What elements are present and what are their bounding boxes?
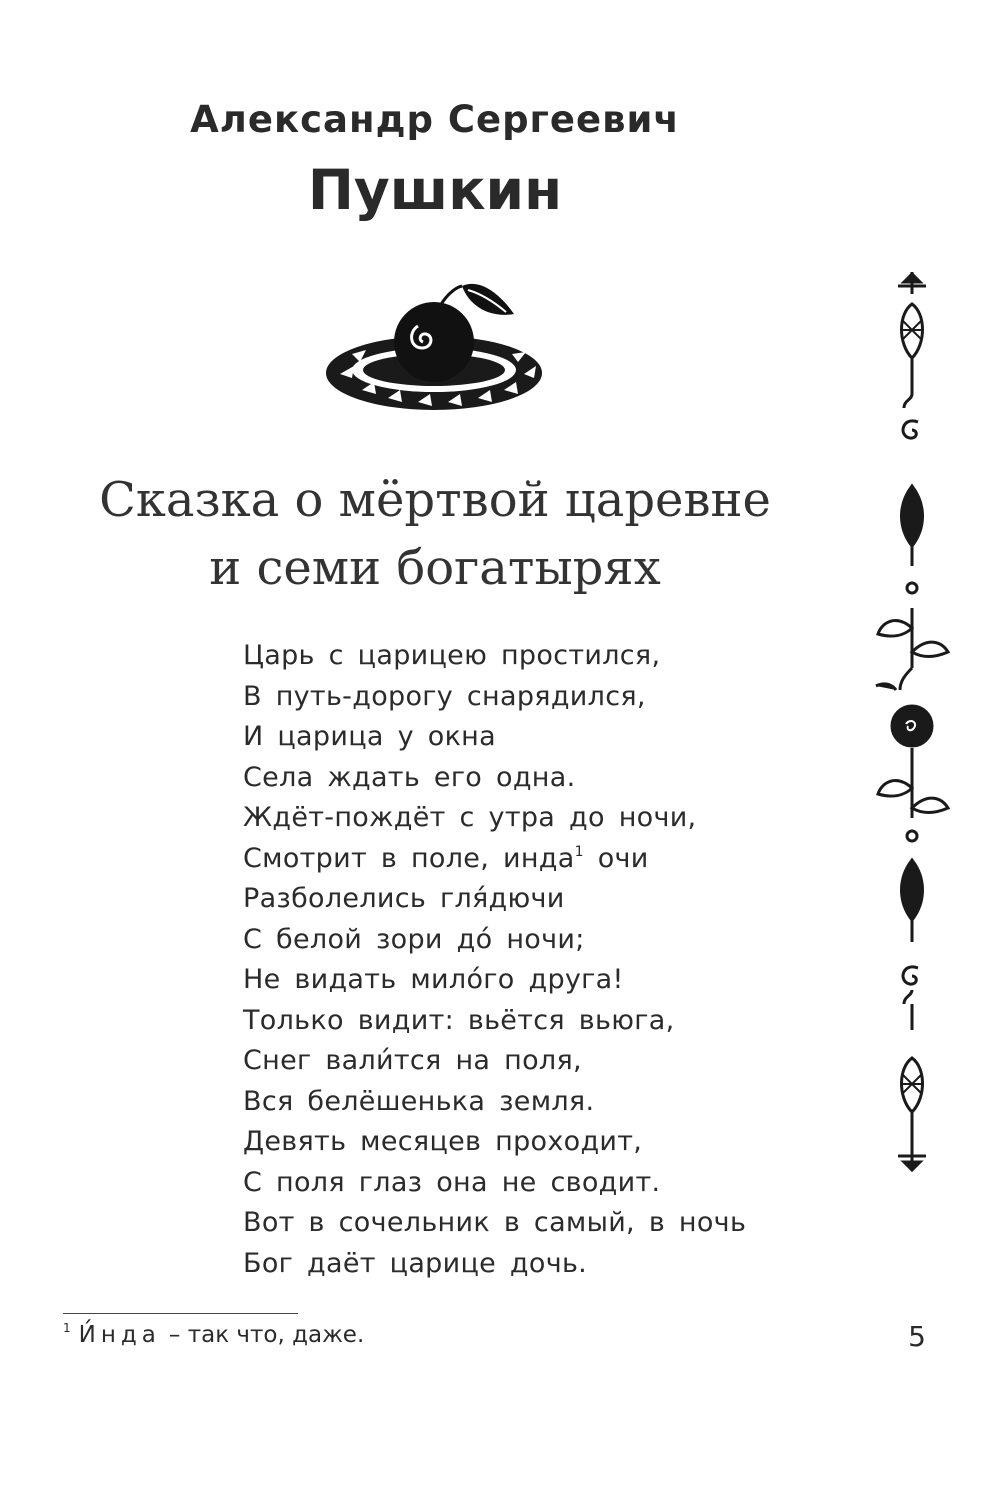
footnote-term: И́нда — [78, 1322, 161, 1348]
poem — [243, 636, 746, 1284]
footnote — [63, 1322, 364, 1348]
poem-line: Вся белёшенька земля. — [243, 1085, 595, 1117]
poem-line: В путь-дорогу снарядился, — [243, 680, 646, 712]
story-title — [0, 466, 870, 602]
poem-line: Села ждать его одна. — [243, 761, 576, 793]
apple-on-plate-icon — [322, 278, 550, 416]
page-number: 5 — [908, 1320, 926, 1353]
poem-line: Бог даёт царице дочь. — [243, 1247, 588, 1279]
poem-line-text: Смотрит в поле, инда — [243, 842, 575, 874]
poem-line: Вот в сочельник в самый, в ночь — [243, 1207, 747, 1238]
title-line-2: и семи богатырях — [209, 540, 661, 596]
poem-line: Ждёт-пождёт с утра до ночи, — [243, 802, 697, 833]
footnote-marker: 1 — [574, 843, 584, 860]
poem-line: Разболелись гля́дючи — [243, 883, 565, 914]
author-first-name: Александр Сергеевич — [190, 98, 680, 141]
poem-line: С поля глаз она не сводит. — [243, 1166, 661, 1198]
poem-line: Не видать мило́го друга! — [243, 964, 624, 995]
vertical-floral-ornament-icon — [862, 268, 962, 1194]
title-line-1: Сказка о мёртвой царевне — [99, 472, 771, 528]
poem-line: С белой зори до́ ночи; — [243, 923, 585, 955]
poem-line: Девять месяцев проходит, — [243, 1126, 643, 1157]
poem-line-tail: очи — [583, 842, 649, 874]
footnote-number: 1 — [63, 1321, 71, 1335]
footnote-divider — [63, 1313, 298, 1314]
author-last-name: Пушкин — [307, 158, 563, 222]
poem-line: Снег вали́тся на поля, — [243, 1045, 582, 1076]
poem-line: И царица у окна — [243, 721, 496, 752]
poem-line: Только видит: вьётся вьюга, — [243, 1004, 675, 1036]
poem-line-with-footnote — [243, 839, 746, 880]
poem-line: Царь с царицею простился, — [243, 640, 661, 671]
footnote-definition: – так что, даже. — [168, 1322, 365, 1348]
